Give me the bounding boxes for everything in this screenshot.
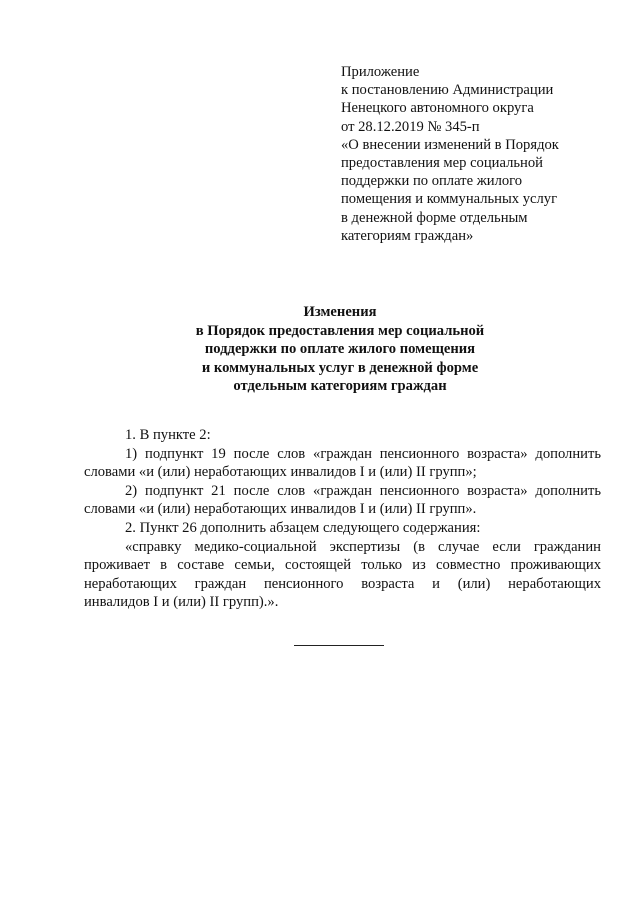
title-line: и коммунальных услуг в денежной форме xyxy=(201,359,479,376)
paragraph-continuation: инвалидов I и (или) II групп).». xyxy=(84,594,279,611)
item-1-subitem-2 xyxy=(84,482,601,519)
title-line: Изменения xyxy=(303,304,377,320)
item-1-subitem-1 xyxy=(84,445,601,482)
title-line: поддержки по оплате жилого помещения xyxy=(204,341,476,357)
appendix-line: к постановлению Администрации xyxy=(341,82,554,99)
appendix-block xyxy=(341,63,611,245)
title-line: в Порядок предоставления мер социальной xyxy=(195,322,485,339)
paragraph-continuation: словами «и (или) неработающих инвалидов I и (или) II групп». xyxy=(84,501,477,518)
paragraph-first-line: 1) подпункт 19 после слов «граждан пенсионного возраста» дополнить xyxy=(125,445,601,462)
paragraph-continuation: неработающих граждан пенсионного возраста и (или) неработающих xyxy=(84,575,601,592)
item-1-heading xyxy=(117,426,601,445)
appendix-line: Ненецкого автономного округа xyxy=(341,100,534,117)
appendix-line: от 28.12.2019 № 345-п xyxy=(341,118,480,135)
appendix-line: категориям граждан» xyxy=(341,227,474,244)
paragraph-continuation: словами «и (или) неработающих инвалидов I и (или) II групп»; xyxy=(84,464,477,481)
document-title xyxy=(100,303,580,396)
appendix-line: помещения и коммунальных услуг xyxy=(341,191,558,208)
appendix-line: поддержки по оплате жилого xyxy=(341,173,523,190)
paragraph-text: 1. В пункте 2: xyxy=(125,427,211,443)
paragraph-first-line: «справку медико-социальной экспертизы (в случае если гражданин xyxy=(125,538,601,555)
paragraph-first-line: 2) подпункт 21 после слов «граждан пенсионного возраста» дополнить xyxy=(125,482,601,499)
document-body xyxy=(84,426,601,612)
end-separator-line xyxy=(294,645,384,646)
item-2-quote xyxy=(84,538,601,612)
paragraph-text: 2. Пункт 26 дополнить абзацем следующего содержания: xyxy=(125,519,481,536)
title-line: отдельным категориям граждан xyxy=(233,378,447,394)
paragraph-continuation: проживает в составе семьи, состоящей только из совместно проживающих xyxy=(84,557,601,574)
item-2-heading xyxy=(117,519,601,538)
appendix-line: в денежной форме отдельным xyxy=(341,209,528,226)
appendix-line: «О внесении изменений в Порядок xyxy=(341,136,559,153)
appendix-line: Приложение xyxy=(341,64,420,80)
appendix-line: предоставления мер социальной xyxy=(341,155,543,172)
